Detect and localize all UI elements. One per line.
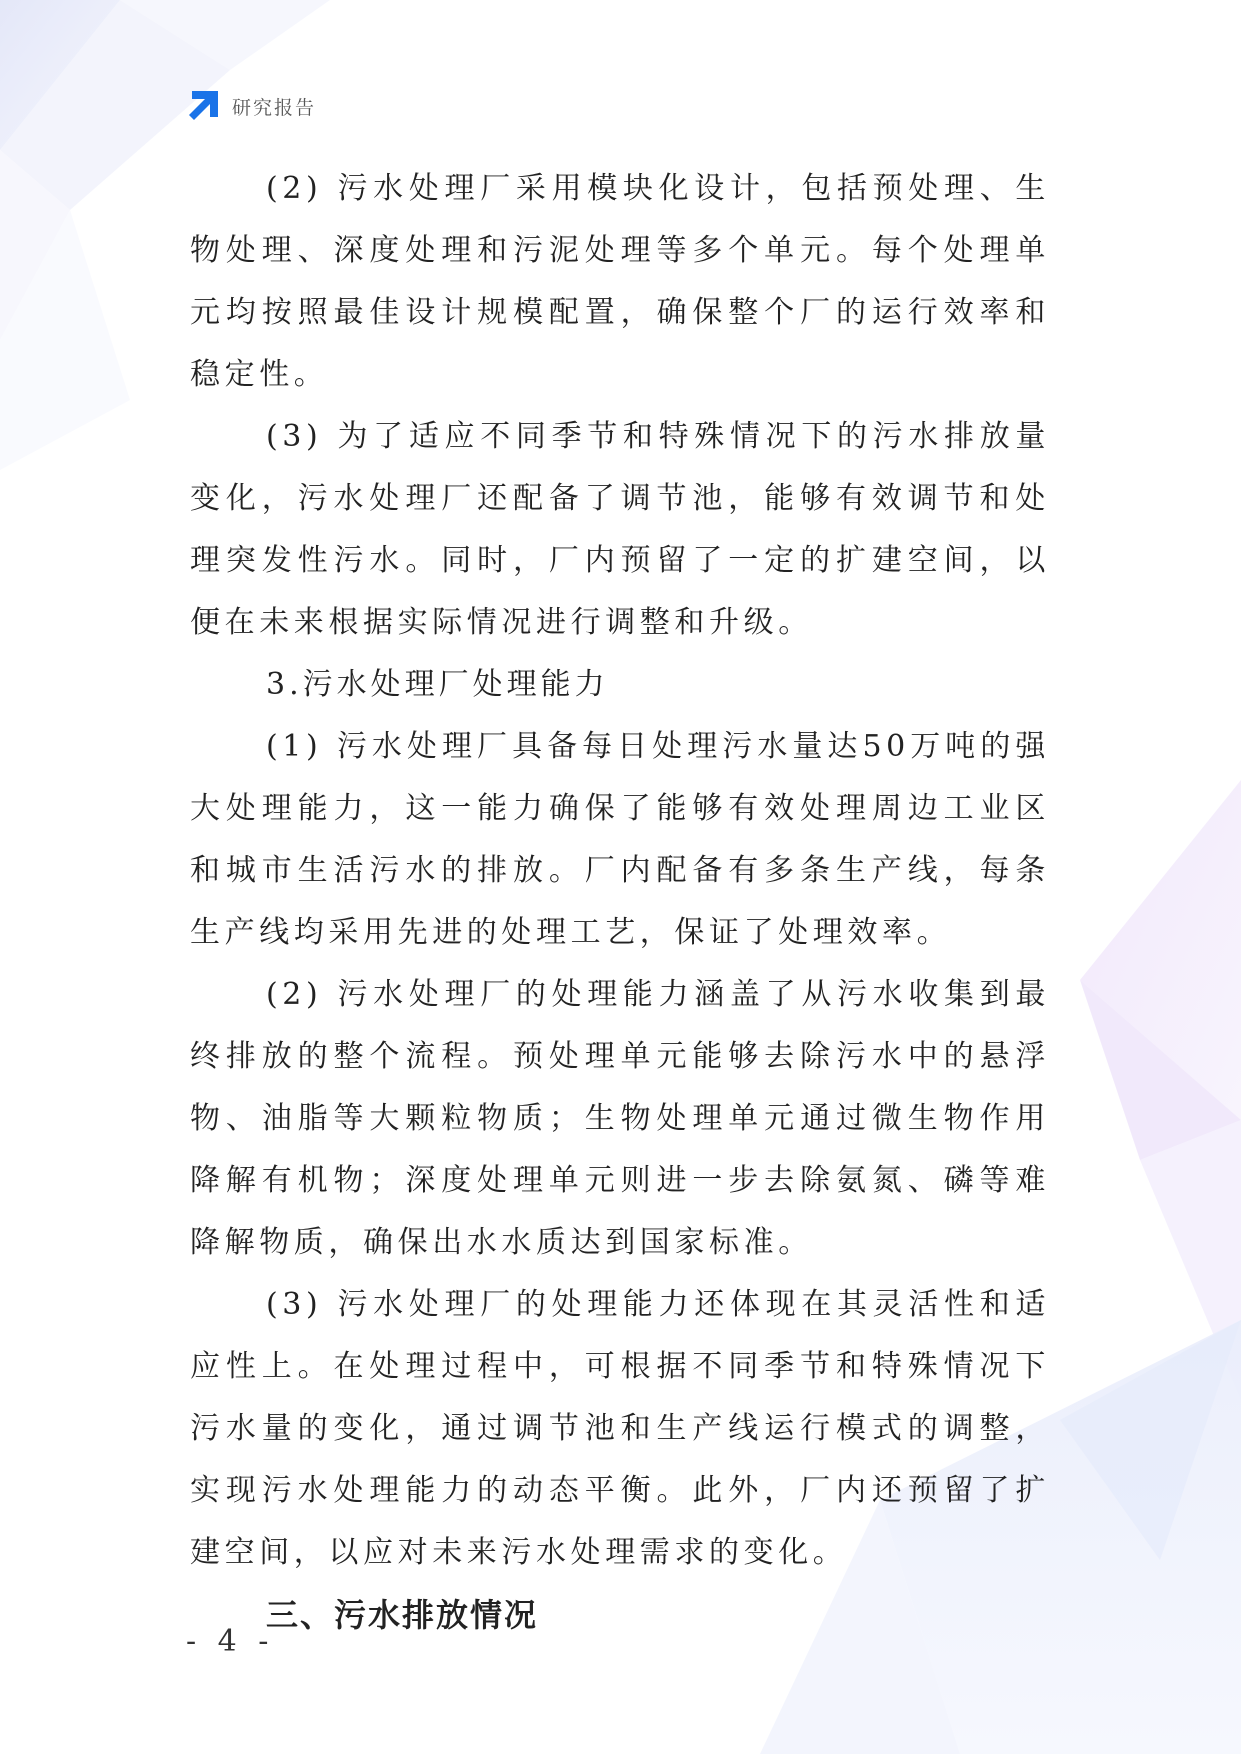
document-body xyxy=(190,158,1050,1646)
paragraph: (3) 污水处理厂的处理能力还体现在其灵活性和适应性上。在处理过程中，可根据不同季节和特殊情况下污水量的变化，通过调节池和生产线运行模式的调整，实现污水处理能力的动态平衡。此外，厂内还预留了扩建空间，以应对未来污水处理需求的变化。 xyxy=(190,1287,1050,1570)
diagonal-arrow-icon xyxy=(186,89,220,123)
subsection-heading: 3.污水处理厂处理能力 xyxy=(266,667,609,702)
paragraph: (2) 污水处理厂的处理能力涵盖了从污水收集到最终排放的整个流程。预处理单元能够去除污水中的悬浮物、油脂等大颗粒物质；生物处理单元通过微生物作用降解有机物；深度处理单元则进一步去除氨氮、磷等难降解物质，确保出水水质达到国家标准。 xyxy=(190,977,1050,1260)
header-title: 研究报告 xyxy=(232,96,317,119)
section-heading: 三、污水排放情况 xyxy=(266,1596,539,1634)
paragraph: (1) 污水处理厂具备每日处理污水量达50万吨的强大处理能力，这一能力确保了能够有效处理周边工业区和城市生活污水的排放。厂内配备有多条生产线，每条生产线均采用先进的处理工艺，保证了处理效率。 xyxy=(190,729,1050,950)
paragraph: (2) 污水处理厂采用模块化设计，包括预处理、生物处理、深度处理和污泥处理等多个单元。每个处理单元均按照最佳设计规模配置，确保整个厂的运行效率和稳定性。 xyxy=(190,171,1050,392)
report-header xyxy=(186,88,316,124)
paragraph: (3) 为了适应不同季节和特殊情况下的污水排放量变化，污水处理厂还配备了调节池，能够有效调节和处理突发性污水。同时，厂内预留了一定的扩建空间，以便在未来根据实际情况进行调整和升级。 xyxy=(190,419,1050,640)
page-number: - 4 - xyxy=(186,1624,275,1659)
